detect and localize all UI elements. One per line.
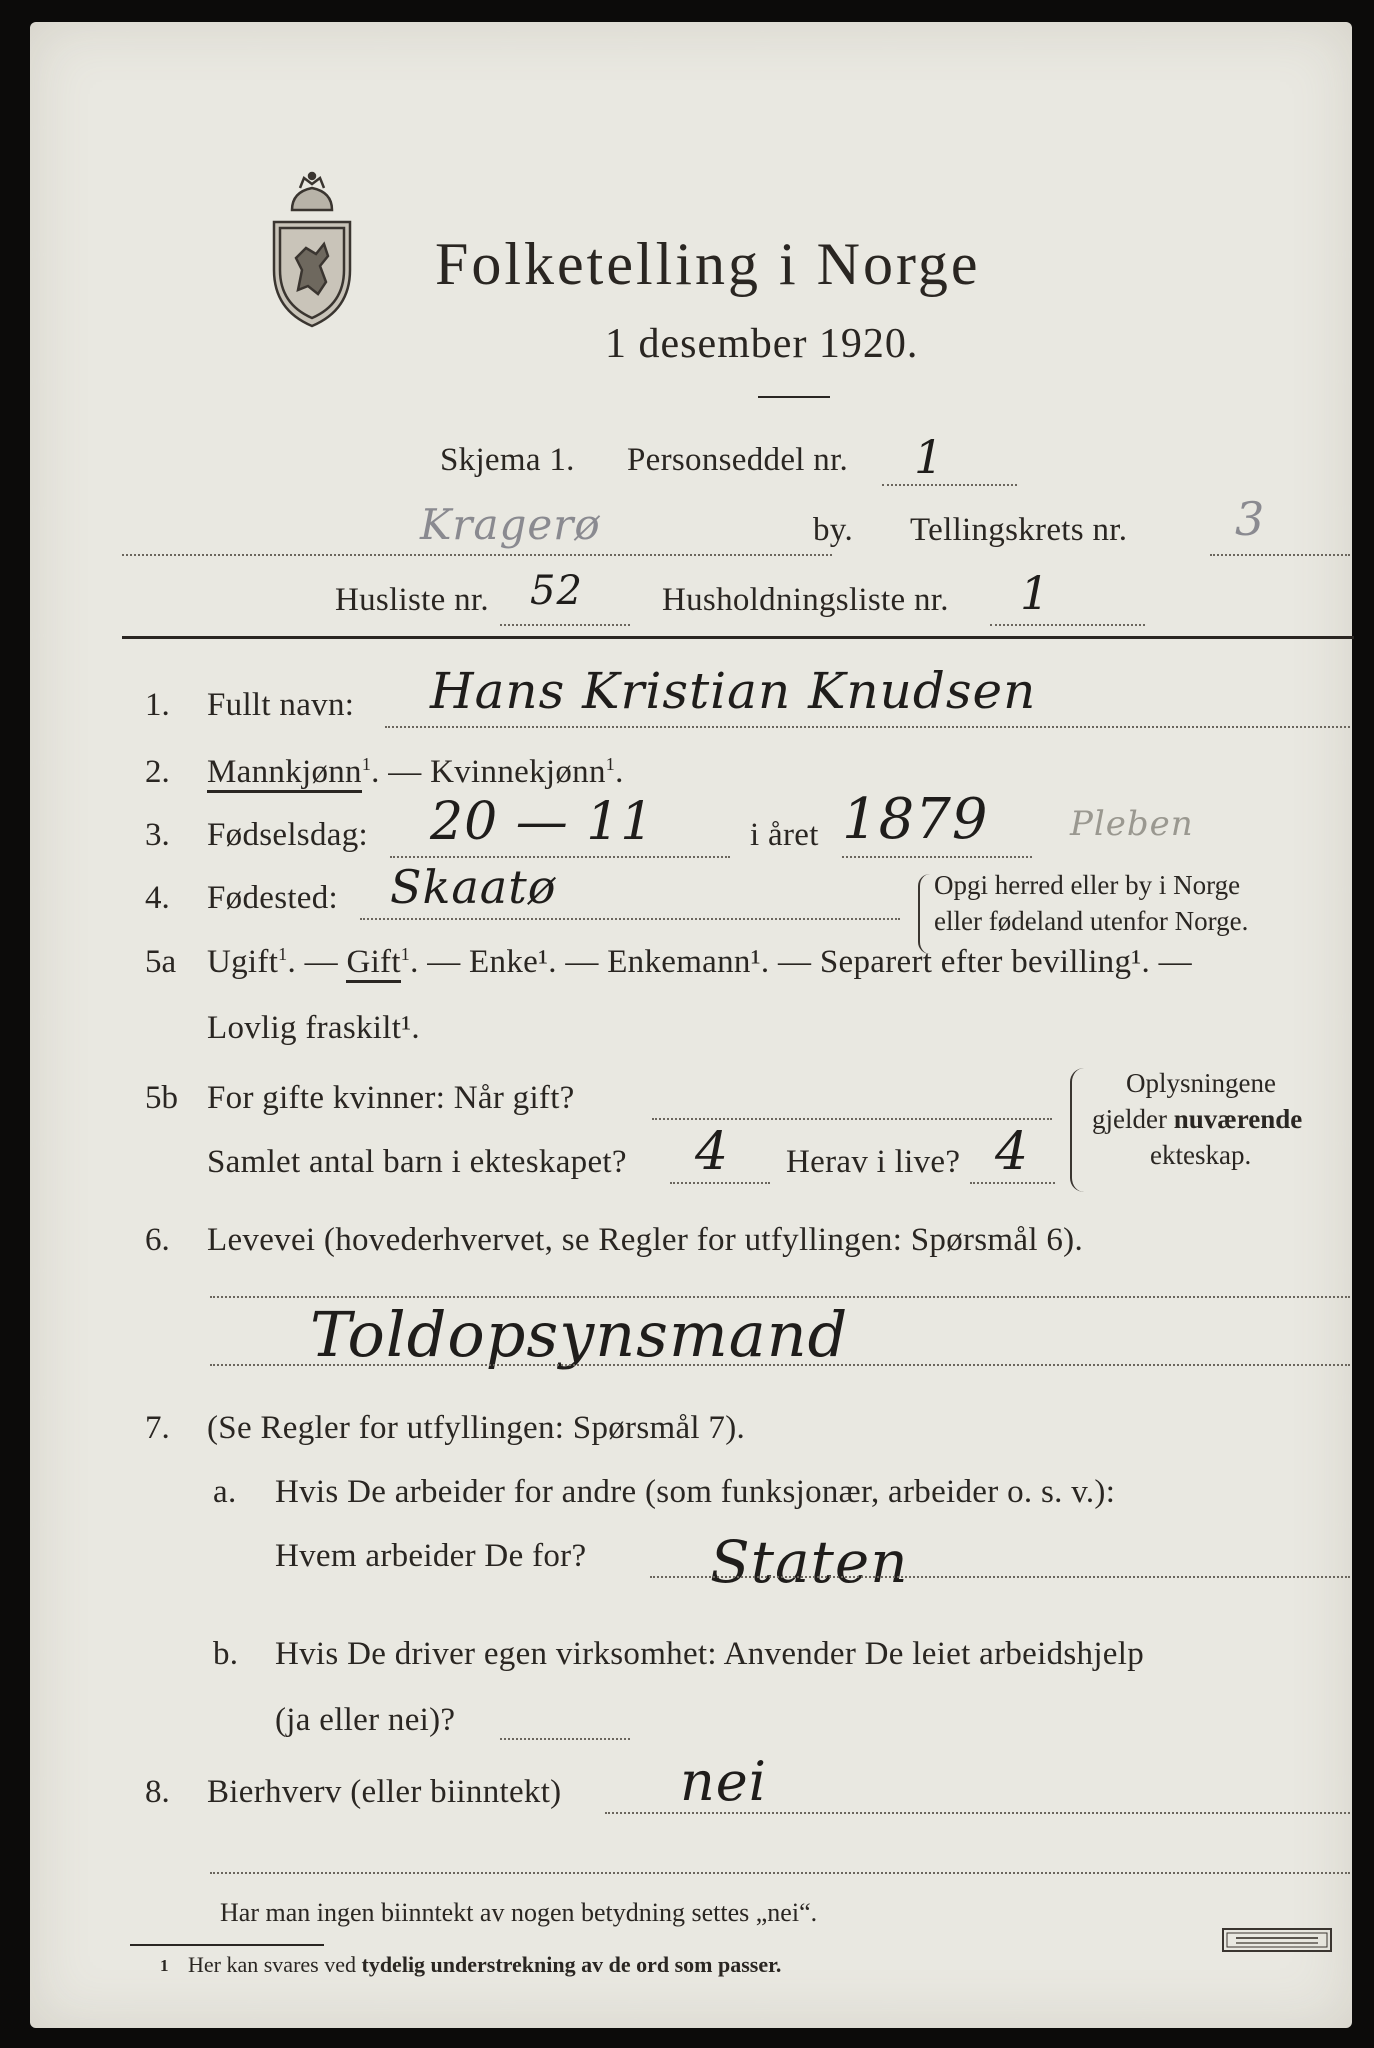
q5b-barn-line: [670, 1182, 770, 1184]
footnote-mark: 1: [160, 1956, 169, 1975]
q8-line-1: [605, 1812, 1350, 1814]
q7a-line: [650, 1576, 1350, 1578]
q2-mann: Mannkjønn: [207, 754, 362, 793]
q5b-number: 5b: [145, 1080, 178, 1116]
by-value: Kragerø: [420, 500, 601, 549]
q7a-line-1: Hvis De arbeider for andre (som funksjonær, arbeider o. s. v.):: [275, 1474, 1116, 1510]
husholdning-label: Husholdningsliste nr.: [662, 582, 949, 618]
tellingskrets-line: [1210, 554, 1350, 556]
q5a-number: 5a: [145, 944, 177, 980]
q2-end: .: [615, 754, 624, 790]
q6-label: Levevei (hovederhvervet, se Regler for utfyllingen: Spørsmål 6).: [207, 1222, 1084, 1258]
q2-number: 2.: [145, 754, 170, 790]
tellingskrets-label: Tellingskrets nr.: [910, 512, 1128, 548]
q1-label: Fullt navn:: [207, 687, 355, 723]
footnote-text-a: Her kan svares ved: [188, 1952, 362, 1977]
husliste-value: 52: [530, 568, 583, 614]
q3-year-label: i året: [750, 817, 819, 853]
q5b-live-line: [970, 1182, 1055, 1184]
footnote-text: [188, 1952, 781, 1978]
q5b-note-2b: nuværende: [1173, 1104, 1303, 1134]
q8-line-2: [210, 1872, 1350, 1874]
header-rule: [122, 636, 1354, 639]
q2-sep: . —: [371, 754, 431, 790]
q5b-gift-line: [652, 1118, 1052, 1120]
by-line: [122, 554, 832, 556]
q3-year-value: 1879: [842, 787, 989, 852]
q5b-label-3: Herav i live?: [786, 1144, 961, 1180]
footnote-text-b: tydelig understrekning av de ord som passer.: [361, 1952, 782, 1977]
q5a-sep: . —: [287, 944, 347, 980]
q1-value: Hans Kristian Knudsen: [430, 662, 1037, 720]
q5b-brace: [1070, 1068, 1084, 1192]
q3-day-line: [390, 856, 730, 858]
title-divider: [758, 396, 830, 398]
q5b-note-3: ekteskap.: [1150, 1140, 1252, 1170]
q4-note-1: Opgi herred eller by i Norge: [934, 870, 1241, 900]
q7-number: 7.: [145, 1410, 170, 1446]
q5a-gift: Gift: [346, 944, 400, 983]
q2-kvinne: Kvinnekjønn: [430, 754, 606, 790]
q8-label: Bierhverv (eller biinntekt): [207, 1774, 562, 1810]
personseddel-value: 1: [914, 430, 945, 484]
q5a-rest: . — Enke¹. — Enkemann¹. — Separert efter bevilling¹. —: [410, 944, 1192, 980]
q7b-line-1: Hvis De driver egen virksomhet: Anvender De leiet arbeidshjelp: [275, 1636, 1145, 1672]
q5b-live-value: 4: [995, 1122, 1030, 1182]
by-label: by.: [813, 512, 854, 548]
q5b-note-2: [1092, 1104, 1302, 1135]
tellingskrets-value: 3: [1235, 492, 1266, 546]
q2-options: Mannkjønn$^1$. — Kvinnekjønn$^1$.: [207, 754, 624, 791]
q8-value: nei: [680, 1750, 768, 1813]
q4-line: [360, 918, 900, 920]
q7-label: (Se Regler for utfyllingen: Spørsmål 7).: [207, 1410, 746, 1446]
q7a-letter: a.: [213, 1474, 237, 1510]
footnote-divider: [130, 1944, 324, 1946]
husholdning-line: [990, 624, 1145, 626]
q1-number: 1.: [145, 687, 170, 723]
q4-note-2: eller fødeland utenfor Norge.: [934, 906, 1249, 936]
q4-number: 4.: [145, 880, 170, 916]
q7b-letter: b.: [213, 1636, 239, 1672]
q6-value: Toldopsynsmand: [310, 1298, 849, 1371]
q5a-line1: Ugift$^1$. — Gift$^1$. — Enke¹. — Enkemann¹. — Separert efter bevilling¹. —: [207, 944, 1192, 981]
q7b-line-2: (ja eller nei)?: [275, 1702, 456, 1738]
printer-stamp-icon: [1222, 1928, 1332, 1952]
q1-line: [385, 726, 1350, 728]
form-title: Folketelling i Norge: [435, 231, 981, 297]
q5b-note-1: Oplysningene: [1126, 1068, 1276, 1098]
q4-label: Fødested:: [207, 880, 339, 916]
q5a-line2: Lovlig fraskilt¹.: [207, 1010, 420, 1046]
q5b-label-2: Samlet antal barn i ekteskapet?: [207, 1144, 627, 1180]
biinntekt-note: Har man ingen biinntekt av nogen betydning settes „nei“.: [220, 1898, 818, 1927]
q3-note: Pleben: [1070, 804, 1194, 844]
q3-label: Fødselsdag:: [207, 817, 368, 853]
q4-value: Skaatø: [390, 860, 557, 914]
q5a-ugift: Ugift: [207, 944, 279, 980]
q5b-barn-value: 4: [695, 1122, 730, 1182]
q3-day-value: 20 — 11: [430, 792, 655, 852]
q5b-label-1: For gifte kvinner: Når gift?: [207, 1080, 575, 1116]
q6-number: 6.: [145, 1222, 170, 1258]
husliste-label: Husliste nr.: [335, 582, 489, 618]
q7a-line-2: Hvem arbeider De for?: [275, 1538, 587, 1574]
q7b-line: [500, 1738, 630, 1740]
census-date: 1 desember 1920.: [605, 321, 919, 367]
husliste-line: [500, 624, 630, 626]
personseddel-line: [882, 484, 1017, 486]
q3-year-line: [842, 856, 1032, 858]
skjema-label: Skjema 1.: [440, 442, 575, 478]
coat-of-arms-icon: [262, 170, 362, 330]
q3-number: 3.: [145, 817, 170, 853]
q4-brace: [918, 874, 930, 954]
personseddel-label: Personseddel nr.: [627, 442, 849, 478]
q6-line-2: [210, 1364, 1350, 1366]
q7a-value: Staten: [710, 1528, 909, 1596]
census-form: [30, 22, 1352, 2028]
husholdning-value: 1: [1020, 566, 1051, 620]
q5b-note-2a: gjelder: [1092, 1104, 1174, 1134]
q8-number: 8.: [145, 1774, 170, 1810]
